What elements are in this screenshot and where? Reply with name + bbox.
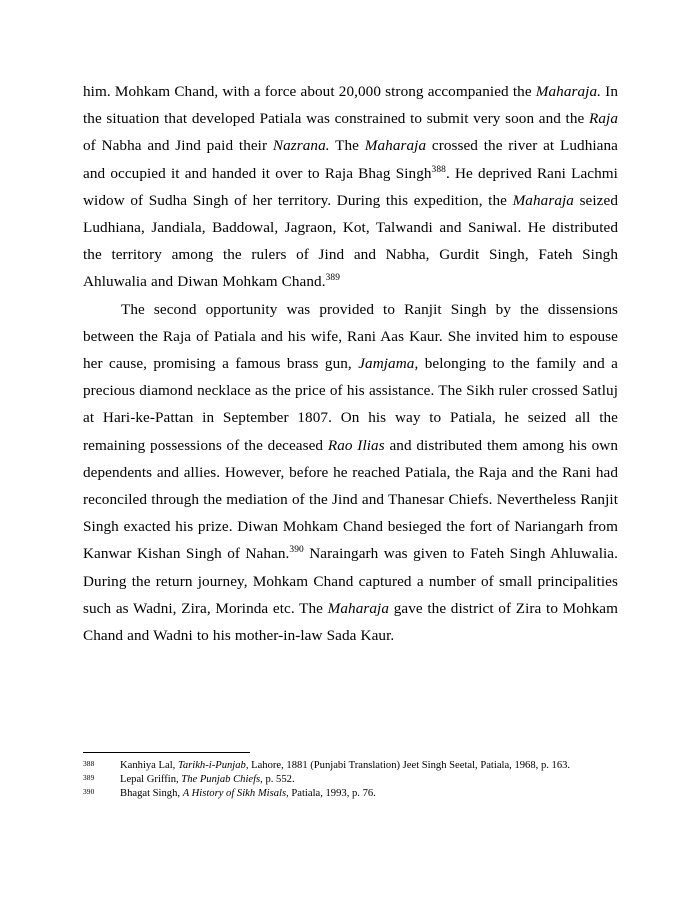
- text-run: The second opportunity was provided to Ranjit Singh by the dissensions between the Raja of Patiala and his wife, Rani Aas Kaur. She invited him to espouse her cause, promising a famous brass gun,: [83, 300, 618, 373]
- text-run: of Nabha and Jind paid their: [83, 137, 273, 155]
- footnote-number-389[interactable]: 389: [83, 772, 95, 782]
- body-paragraph-p1: [83, 78, 618, 296]
- footnote-text: [120, 774, 295, 785]
- footnote-separator-rule: [83, 752, 250, 753]
- text-run: Patiala, 1993, p. 76.: [288, 788, 376, 800]
- footnote-reference-388[interactable]: 388: [431, 164, 446, 175]
- text-run: . He deprived Rani Lachmi widow of Sudha Singh of her territory. During this expedition, the: [83, 164, 618, 209]
- footnote-item-390: [83, 787, 618, 801]
- italic-run: The Punjab Chiefs,: [181, 774, 263, 786]
- body-text-column: [83, 78, 618, 649]
- footnote-number-388[interactable]: 388: [83, 758, 95, 768]
- text-run: him. Mohkam Chand, with a force about 20,000 strong accompanied the: [83, 83, 536, 100]
- text-run: seized Ludhiana, Jandiala, Baddowal, Jagraon, Kot, Talwandi and Saniwal. He distributed the territory among the rulers of Jind and Nabha, Gurdit Singh, Fateh Singh Ahluwalia and Diwan Mohkam Chand.: [83, 191, 618, 291]
- text-run: In the situation that developed Patiala was constrained to submit very soon and the: [83, 83, 618, 128]
- italic-run: A History of Sikh Misals,: [182, 788, 289, 800]
- italic-run: Nazrana.: [272, 137, 330, 155]
- text-run: Lahore, 1881 (Punjabi Translation) Jeet Singh Seetal, Patiala, 1968, p. 163.: [248, 760, 571, 771]
- footnote-reference-390[interactable]: 390: [289, 545, 304, 556]
- italic-run: Maharaja: [364, 137, 427, 155]
- italic-run: Tarikh-i-Punjab,: [177, 760, 249, 771]
- italic-run: Maharaja: [512, 191, 574, 209]
- text-run: and distributed them among his own dependents and allies. However, before he reached Patiala, the Raja and the Rani had reconciled through the mediation of the Jind and Thanesar Chiefs. Nevertheless Ranjit Singh exacted his prize. Diwan Mohkam Chand besieged the fort of Nariangarh from Kanwar Kishan Singh of Nahan.: [83, 436, 618, 563]
- italic-run: Maharaja.: [535, 83, 602, 100]
- footnote-area: [83, 752, 618, 801]
- footnote-number-390[interactable]: 390: [83, 786, 95, 796]
- footnote-text: [120, 788, 376, 799]
- text-run: crossed the river at Ludhiana and occupied it and handed it over to Raja Bhag Singh: [83, 137, 618, 182]
- italic-run: Jamjama,: [358, 355, 419, 373]
- footnote-text: [120, 760, 570, 771]
- footnote-item-389: [83, 773, 618, 787]
- text-run: Lepal Griffin,: [120, 774, 182, 786]
- italic-run: Rao Ilias: [327, 436, 385, 454]
- text-run: Bhagat Singh,: [120, 788, 183, 800]
- text-run: The: [329, 137, 365, 155]
- text-run: belonging to the family and a precious diamond necklace as the price of his assistance. The Sikh ruler crossed Satluj at Hari-ke-Pattan in September 1807. On his way to Patiala, he seized all the remaining possessions of the deceased: [83, 355, 619, 454]
- body-paragraph-p2: [83, 296, 618, 650]
- text-run: Naraingarh was given to Fateh Singh Ahluwalia. During the return journey, Mohkam Chand captured a number of small principalities such as Wadni, Zira, Morinda etc. The: [83, 545, 618, 617]
- italic-run: Maharaja: [327, 599, 390, 617]
- text-run: Kanhiya Lal,: [120, 760, 178, 771]
- paragraph-list: [83, 78, 618, 649]
- text-run: gave the district of Zira to Mohkam Chand and Wadni to his mother-in-law Sada Kaur.: [83, 599, 618, 645]
- footnote-item-388: [83, 759, 618, 773]
- italic-run: Raja: [588, 110, 618, 128]
- footnote-reference-389[interactable]: 389: [325, 273, 341, 284]
- text-run: p. 552.: [262, 774, 295, 786]
- footnote-list: [83, 759, 618, 801]
